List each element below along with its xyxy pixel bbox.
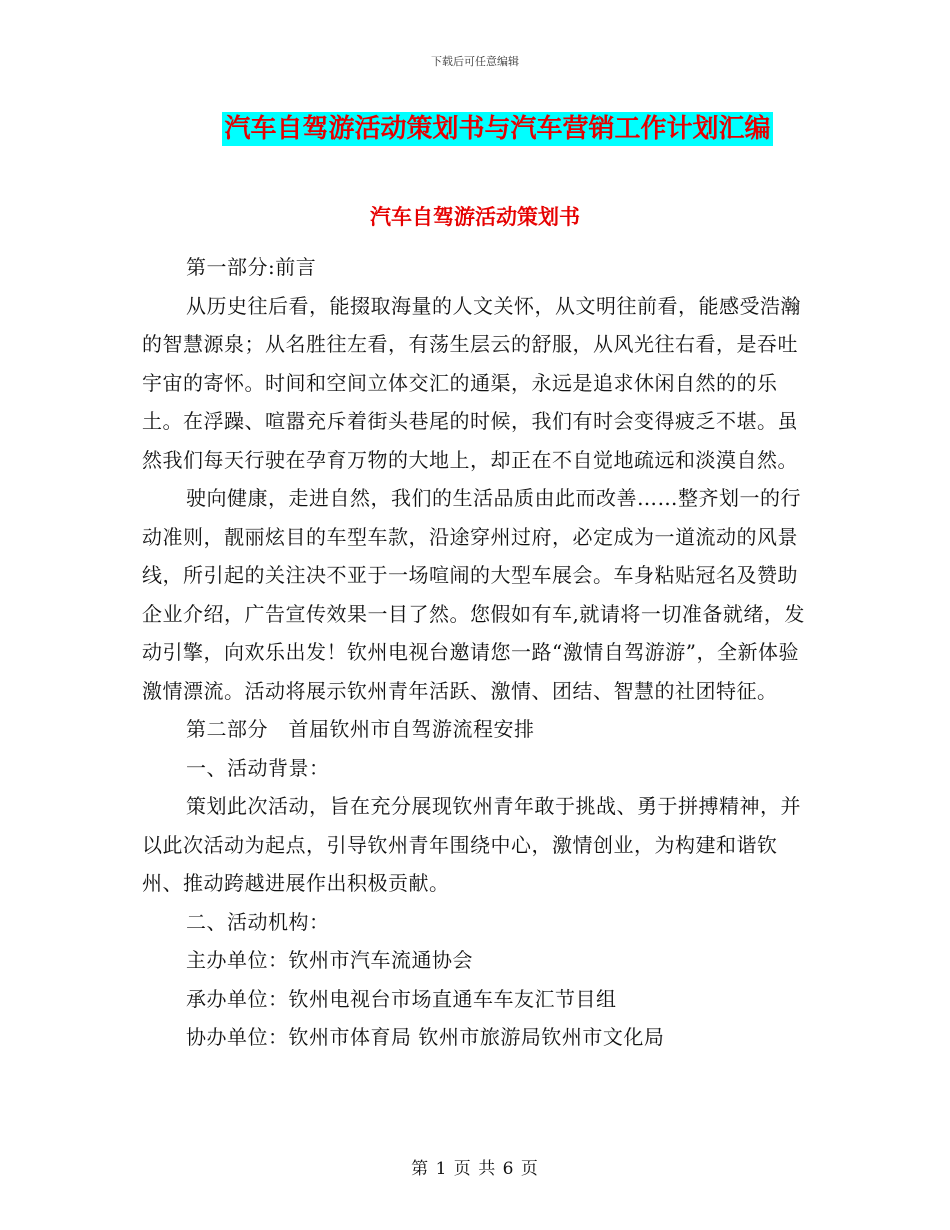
header-note: 下载后可任意编辑: [431, 55, 519, 68]
section-heading-schedule: 第二部分 首届钦州市自驾游流程安排: [186, 717, 535, 741]
document-body: [142, 248, 810, 1057]
sub-title: 汽车自驾游活动策划书: [370, 205, 580, 229]
organizer-line: 主办单位：钦州市汽车流通协会: [186, 948, 473, 972]
page-footer: 第 1 页 共 6 页: [411, 1159, 539, 1179]
section-heading-preface: 第一部分:前言: [186, 255, 317, 279]
paragraph-preface-1: 从历史往后看，能掇取海量的人文关怀，从文明往前看，能感受浩瀚的智慧源泉；从名胜往左看，有荡生层云的舒服，从风光往右看，是吞吐宇宙的寄怀。时间和空间立体交汇的通渠，永远是追求休闲自然的的乐土。在浮躁、喧嚣充斥着街头巷尾的时候，我们有时会变得疲乏不堪。虽然我们每天行驶在孕育万物的大地上，却正在不自觉地疏远和淡漠自然。: [142, 293, 801, 472]
paragraph-preface-2: 驶向健康，走进自然，我们的生活品质由此而改善……整齐划一的行动准则，靓丽炫目的车型车款，沿途穿州过府，必定成为一道流动的风景线，所引起的关注决不亚于一场喧闹的大型车展会。车身粘贴冠名及赞助企业介绍，广告宣传效果一目了然。您假如有车,就请将一切准备就绪，发动引擎，向欢乐出发！钦州电视台邀请您一路“激情自驾游游”，全新体验激情漂流。活动将展示钦州青年活跃、激情、团结、智慧的社团特征。: [142, 486, 805, 703]
undertaker-line: 承办单位：钦州电视台市场直通车车友汇节目组: [186, 986, 617, 1011]
subheading-organization: 二、活动机构：: [186, 909, 330, 934]
main-title-wrap: [0, 112, 950, 146]
main-title: 汽车自驾游活动策划书与汽车营销工作计划汇编: [224, 114, 771, 144]
subheading-background: 一、活动背景：: [186, 755, 330, 780]
paragraph-background: 策划此次活动，旨在充分展现钦州青年敢于挑战、勇于拼搏精神，并以此次活动为起点，引导钦州青年围绕中心，激情创业，为构建和谐钦州、推动跨越进展作出积极贡献。: [142, 794, 801, 895]
co-organizer-line: 协办单位：钦州市体育局 钦州市旅游局钦州市文化局: [186, 1025, 665, 1049]
